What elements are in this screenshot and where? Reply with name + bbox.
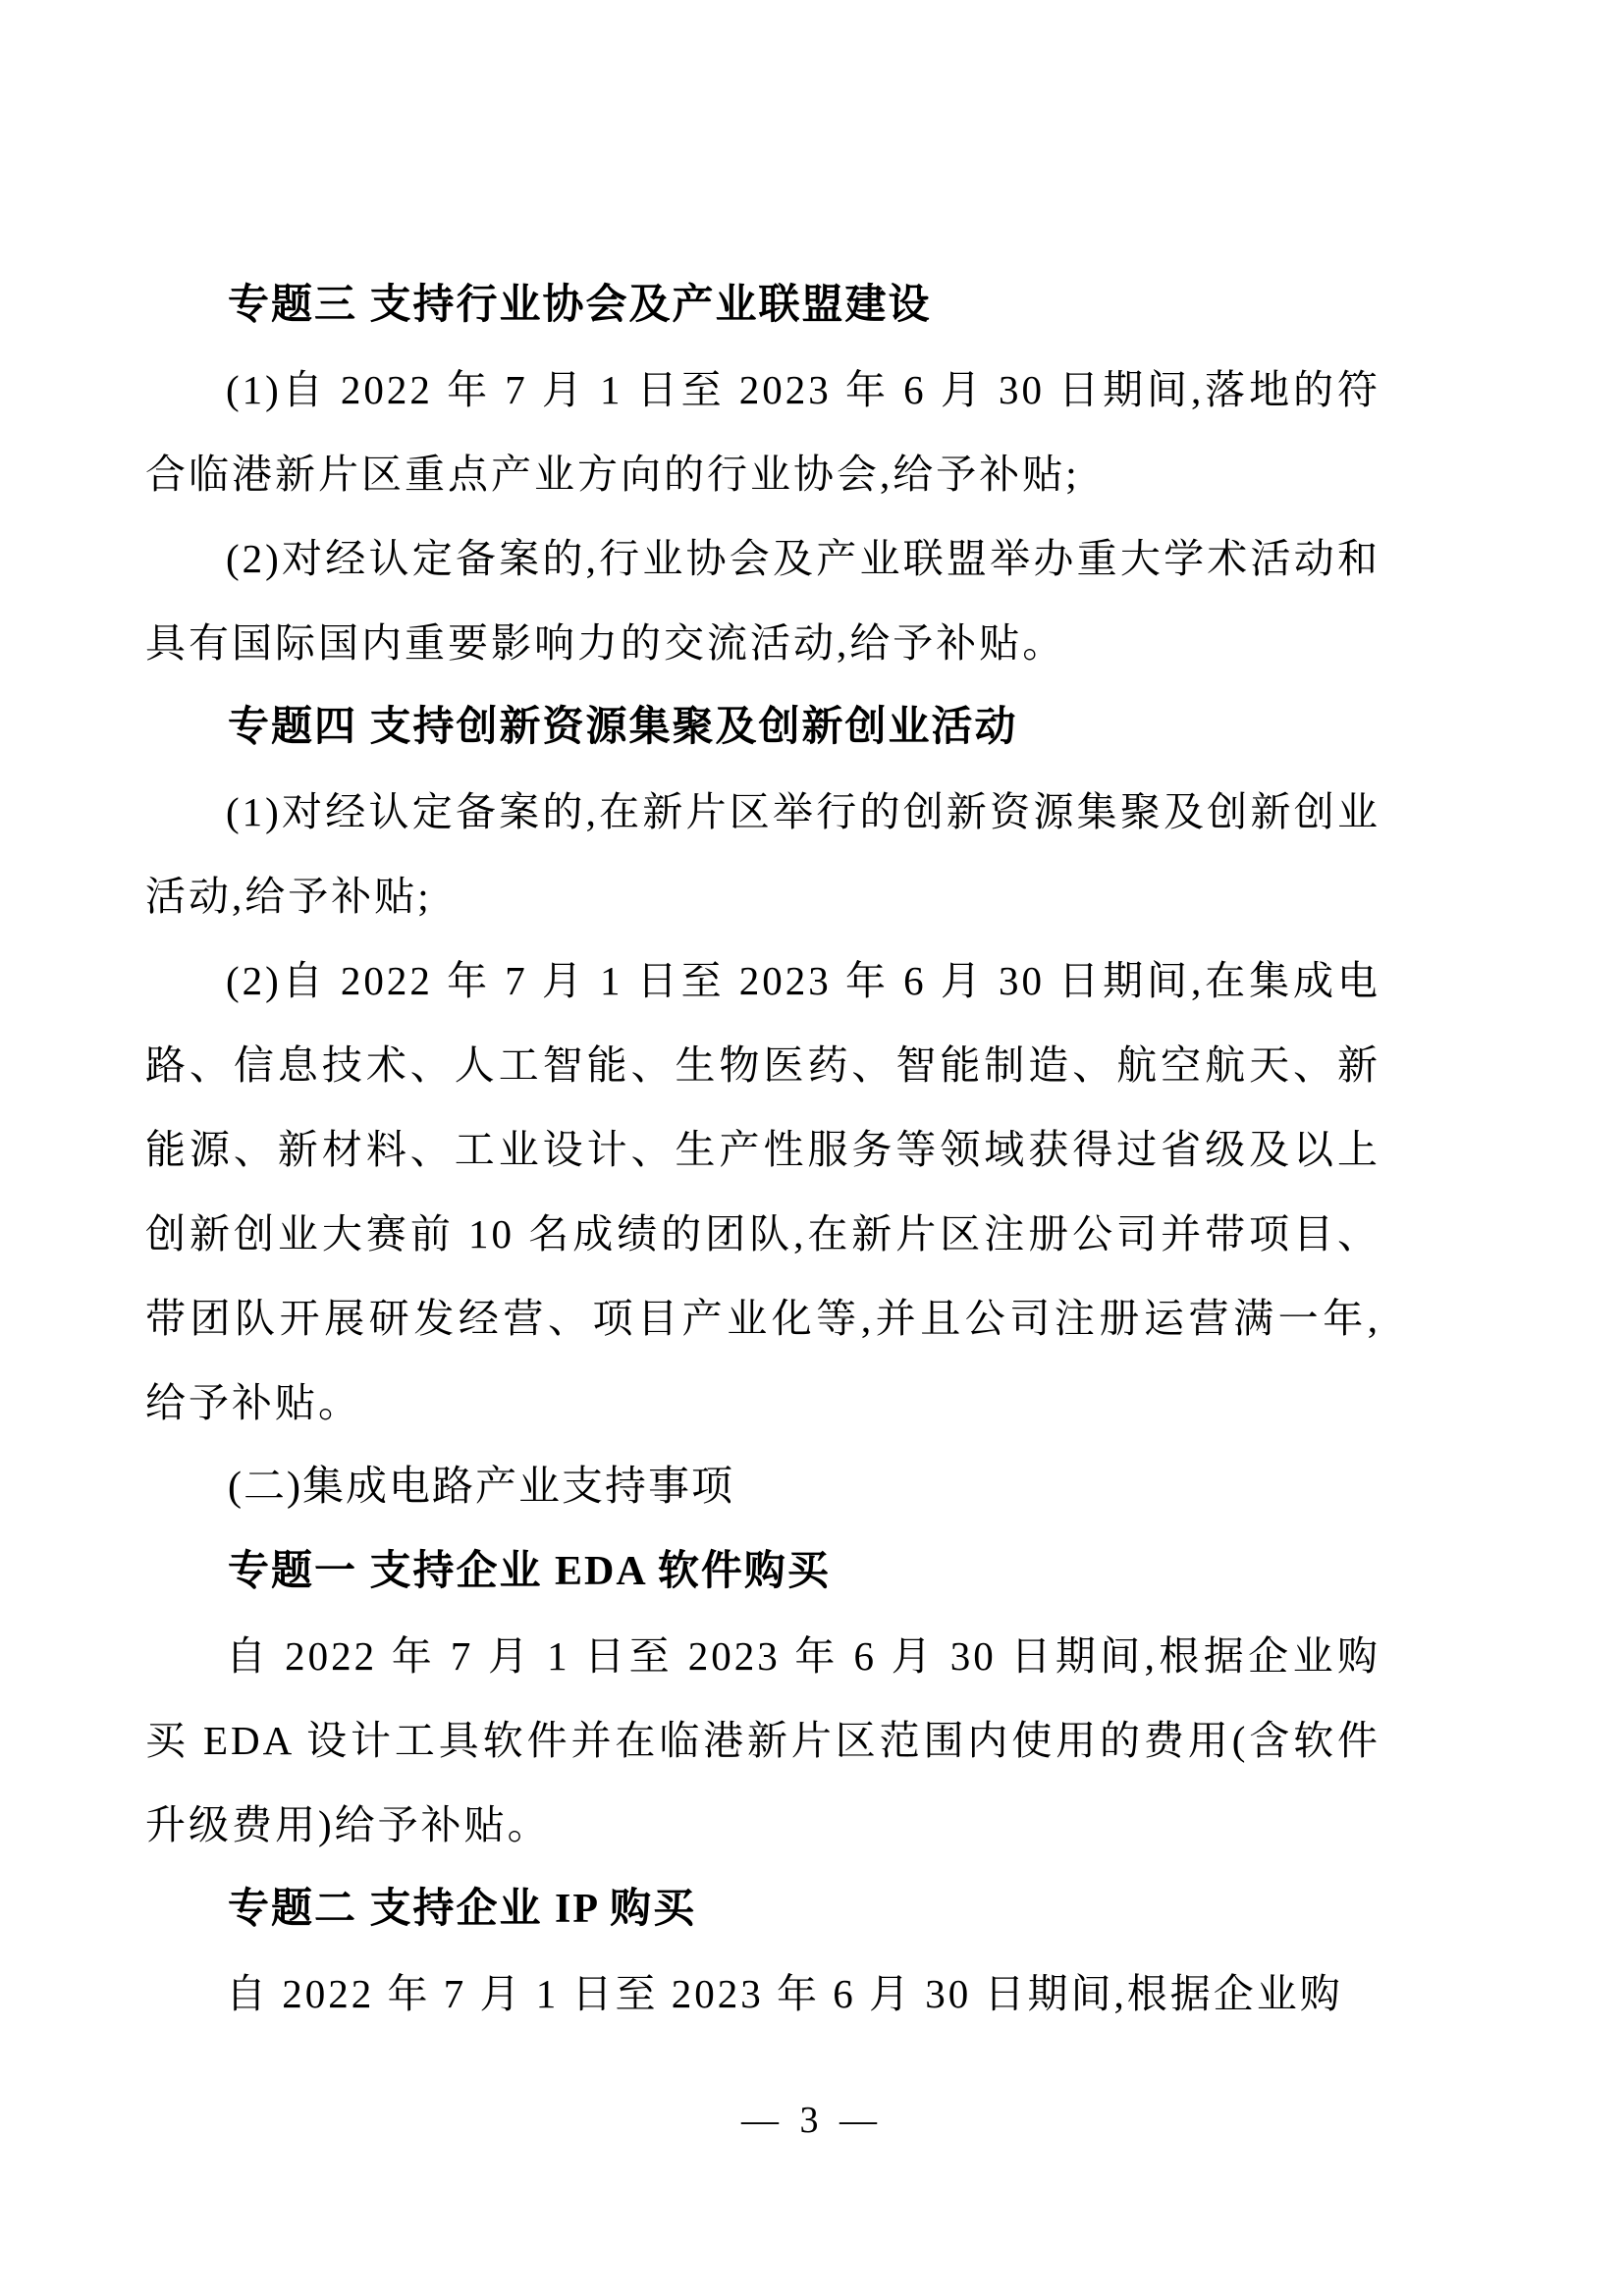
doc-heading: 专题三 支持行业协会及产业联盟建设 <box>228 283 932 328</box>
doc-paragraph: 自 2022 年 7 月 1 日至 2023 年 6 月 30 日期间,根据企业购 <box>226 1971 1343 2016</box>
doc-subheading: (二)集成电路产业支持事项 <box>228 1465 734 1510</box>
doc-heading: 专题四 支持创新资源集聚及创新创业活动 <box>228 705 1018 750</box>
doc-paragraph: (1)自 2022 年 7 月 1 日至 2023 年 6 月 30 日期间,落地的符合临港新片区重点产业方向的行业协会,给予补贴; <box>145 367 1380 497</box>
doc-paragraph: 自 2022 年 7 月 1 日至 2023 年 6 月 30 日期间,根据企业购买 EDA 设计工具软件并在临港新片区范围内使用的费用(含软件升级费用)给予补贴。 <box>145 1633 1380 1847</box>
doc-paragraph: (1)对经认定备案的,在新片区举行的创新资源集聚及创新创业活动,给予补贴; <box>145 789 1380 919</box>
page-number: — 3 — <box>741 2100 883 2141</box>
doc-heading: 专题二 支持企业 IP 购买 <box>228 1887 697 1932</box>
doc-heading: 专题一 支持企业 EDA 软件购买 <box>228 1549 831 1594</box>
doc-paragraph: (2)对经认定备案的,行业协会及产业联盟举办重大学术活动和具有国际国内重要影响力的交流活动,给予补贴。 <box>145 536 1380 666</box>
doc-paragraph: (2)自 2022 年 7 月 1 日至 2023 年 6 月 30 日期间,在集成电路、信息技术、人工智能、生物医药、智能制造、航空航天、新能源、新材料、工业设计、生产性服务等领域获得过省级及以上创新创业大赛前 10 名成绩的团队,在新片区注册公司并带项目、带团队开展研发经营、项目产业化等,并且公司注册运营满一年,给予补贴。 <box>145 958 1380 1425</box>
document-body <box>145 263 1380 2036</box>
